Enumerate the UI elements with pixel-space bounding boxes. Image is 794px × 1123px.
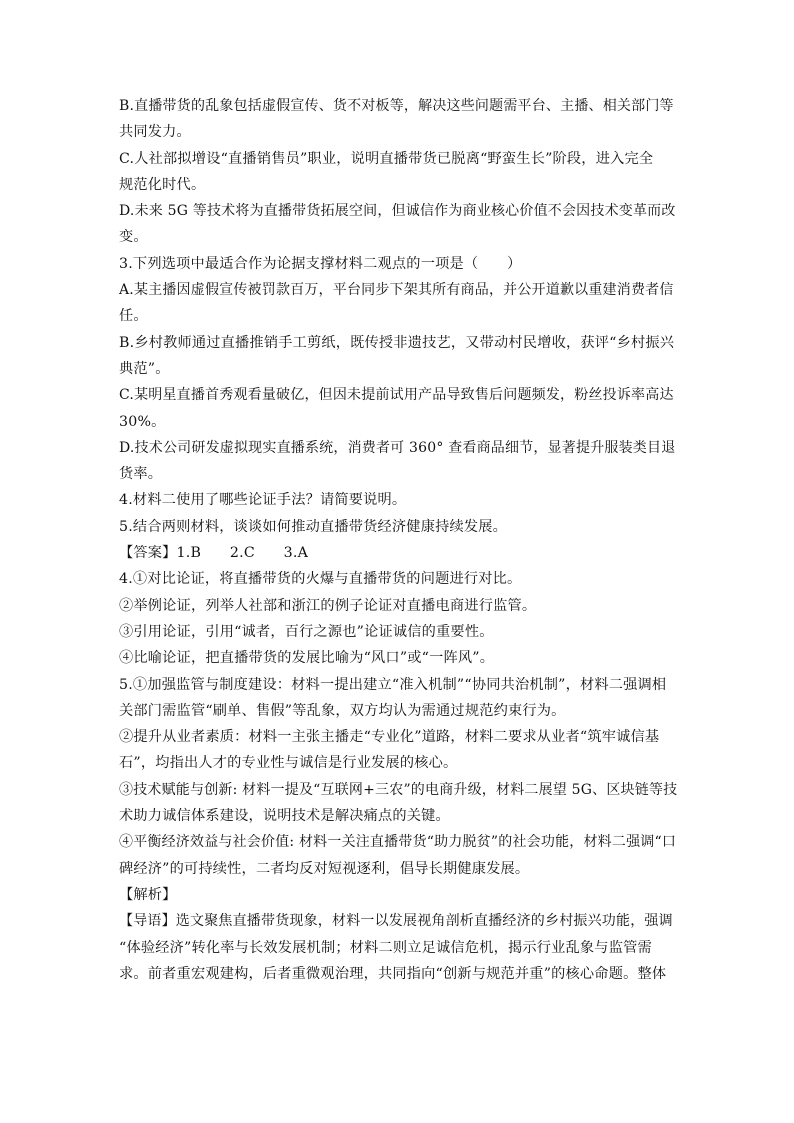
q3-option-b-line-2: 典范”。 [119, 360, 170, 377]
q3-option-d-line-2: 货率。 [119, 466, 163, 483]
q3-option-c-line-1: C.某明星直播首秀观看量破亿，但因未提前试用产品导致售后问题频发，粉丝投诉率高达 [119, 387, 674, 404]
intro-line-2: “体验经济”转化率与长效发展机制；材料二则立足诚信危机，揭示行业乱象与监管需 [119, 939, 652, 956]
q3-option-c-line-2: 30%。 [119, 413, 166, 430]
option-c-line-2: 规范化时代。 [119, 176, 206, 193]
option-d-line-1: D.未来 5G 等技术将为直播带货拓展空间，但诚信作为商业核心价值不会因技术变革而改 [119, 203, 676, 220]
option-c-line-1: C.人社部拟增设“直播销售员”职业，说明直播带货已脱离“野蛮生长”阶段，进入完全 [119, 150, 654, 167]
q3-option-d-line-1: D.技术公司研发虚拟现实直播系统，消费者可 360° 查看商品细节，显著提升服装类目退 [119, 439, 676, 456]
option-b-line-1: B.直播带货的乱象包括虚假宣传、货不对板等，解决这些问题需平台、主播、相关部门等 [119, 98, 674, 114]
answer-5-item-4-line-2: 碑经济”的可持续性，二者均反对短视逐利，倡导长期健康发展。 [119, 860, 530, 877]
intro-line-1: 【导语】选文聚焦直播带货现象，材料一以发展视角剖析直播经济的乡村振兴功能，强调 [119, 913, 673, 930]
option-b-line-2: 共同发力。 [119, 124, 191, 141]
answer-4-item-1: 4.①对比论证，将直播带货的火爆与直播带货的问题进行对比。 [119, 571, 522, 588]
option-d-line-2: 变。 [119, 229, 148, 246]
question-3: 3.下列选项中最适合作为论据支撑材料二观点的一项是（ ） [119, 255, 522, 272]
answer-5-item-4-line-1: ④平衡经济效益与社会价值: 材料一关注直播带货“助力脱贫”的社会功能，材料二强调“口 [119, 834, 677, 851]
answer-4-item-3: ③引用论证，引用“诚者，百行之源也”论证诚信的重要性。 [119, 623, 494, 640]
answer-5-item-1-line-1: 5.①加强监管与制度建设：材料一提出建立“准入机制”“协同共治机制”，材料二强调相 [119, 676, 667, 693]
question-5: 5.结合两则材料，谈谈如何推动直播带货经济健康持续发展。 [119, 518, 508, 535]
q3-option-b-line-1: B.乡村教师通过直播推销手工剪纸，既传授非遗技艺，又带动村民增收，获评“乡村振兴 [119, 334, 675, 351]
document-body [119, 93, 679, 987]
answer-heading: 【答案】1.B 2.C 3.A [119, 545, 309, 562]
answer-5-item-1-line-2: 关部门需监管“刷单、售假”等乱象，双方均认为需通过规范约束行为。 [119, 702, 566, 719]
analysis-heading: 【解析】 [119, 886, 177, 903]
question-4: 4.材料二使用了哪些论证手法？请简要说明。 [119, 492, 407, 509]
answer-5-item-2-line-1: ②提升从业者素质：材料一主张主播走“专业化”道路，材料二要求从业者“筑牢诚信基 [119, 729, 660, 746]
answer-4-item-2: ②举例论证，列举人社部和浙江的例子论证对直播电商进行监管。 [119, 597, 537, 614]
answer-5-item-3-line-2: 术助力诚信体系建设，说明技术是解决痛点的关键。 [119, 808, 450, 825]
intro-line-3: 求。前者重宏观建构，后者重微观治理，共同指向“创新与规范并重”的核心命题。整体 [119, 965, 667, 982]
q3-option-a-line-2: 任。 [119, 308, 148, 325]
answer-4-item-4: ④比喻论证，把直播带货的发展比喻为“风口”或“一阵风”。 [119, 650, 495, 667]
q3-option-a-line-1: A.某主播因虚假宣传被罚款百万，平台同步下架其所有商品，并公开道歉以重建消费者信 [119, 282, 674, 299]
answer-5-item-3-line-1: ③技术赋能与创新: 材料一提及“互联网+三农”的电商升级，材料二展望 5G、区块链等技 [119, 781, 678, 798]
answer-5-item-2-line-2: 石”，均指出人才的专业性与诚信是行业发展的核心。 [119, 755, 458, 772]
